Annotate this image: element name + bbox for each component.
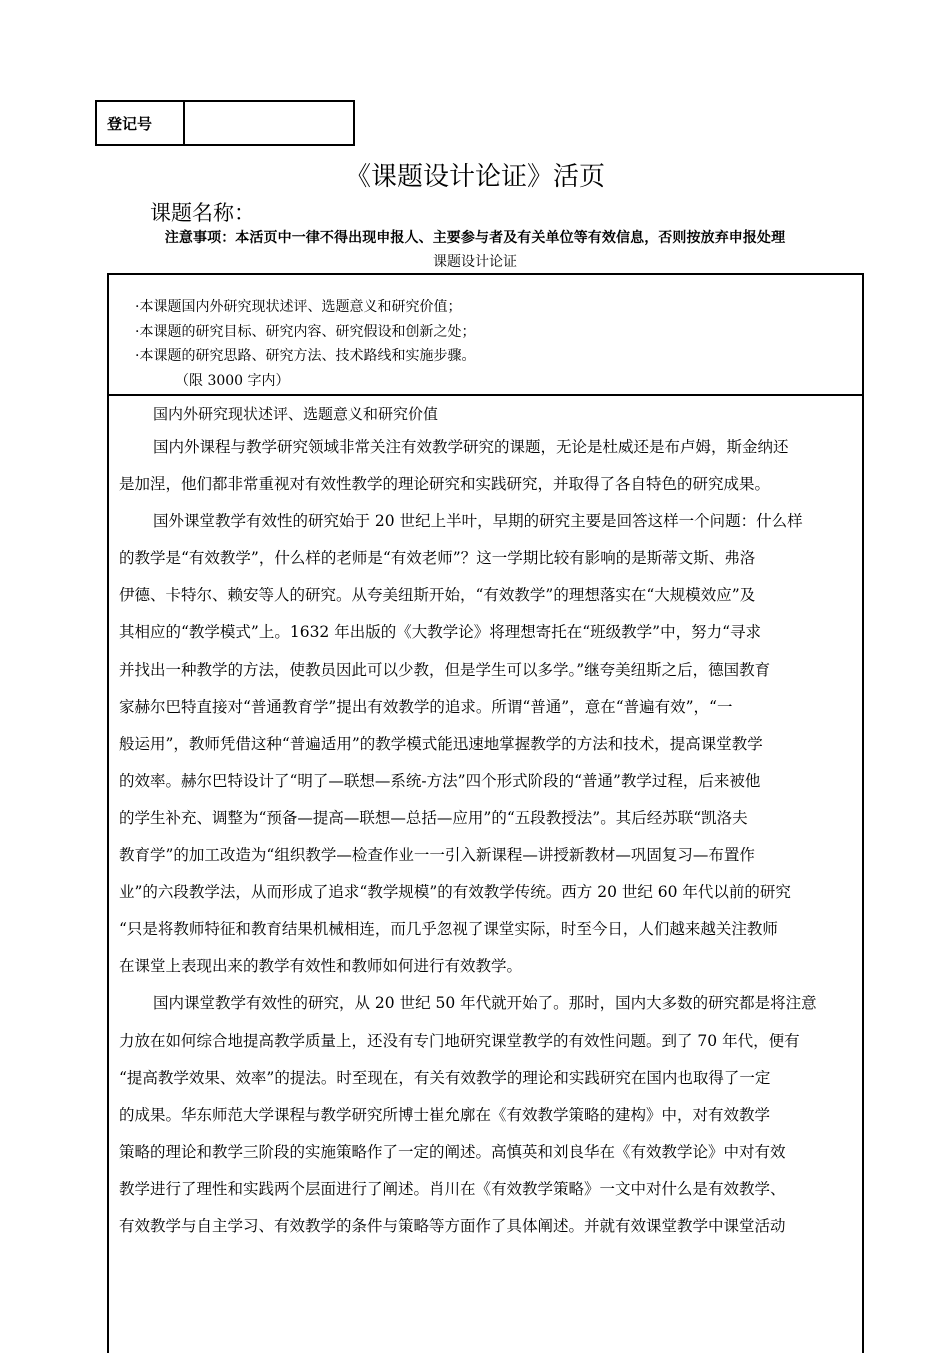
guideline-item: ·本课题的研究目标、研究内容、研究假设和创新之处； [135,323,476,340]
paragraph-line: 其相应的“教学模式”上。1632 年出版的《大教学论》将理想寄托在“班级教学”中，努力“寻求 [119,623,761,642]
page-title: 《课题设计论证》活页 [344,162,605,192]
paragraph-line: 在课堂上表现出来的教学有效性和教师如何进行有效教学。 [119,957,523,976]
paragraph-line: 国内课堂教学有效性的研究，从 20 世纪 50 年代就开始了。那时，国内大多数的研究都是将注意 [153,994,817,1013]
paragraph-line: 的学生补充、调整为“预备—提高—联想—总括—应用”的“五段教授法”。其后经苏联“凯洛夫 [119,808,748,827]
argument-body [119,399,854,1245]
paragraph-1 [119,429,854,503]
paragraph-2 [119,503,854,985]
paragraph-line: 力放在如何综合地提高教学质量上，还没有专门地研究课堂教学的有效性问题。到了 70 年代，便有 [119,1031,800,1050]
section-heading: 国内外研究现状述评、选题意义和研究价值 [153,405,439,423]
paragraph-line: “提高教学效果、效率”的提法。时至现在，有关有效教学的理论和实践研究在国内也取得了一定 [119,1068,771,1087]
paragraph-3 [119,985,854,1245]
paragraph-line: 教育学”的加工改造为“组织教学—检查作业一一引入新课程—讲授新教材—巩固复习—布置作 [119,846,755,865]
guideline-item: ·本课题的研究思路、研究方法、技术路线和实施步骤。 [135,348,476,364]
paragraph-line: 业”的六段教学法，从而形成了追求“教学规模”的有效教学传统。西方 20 世纪 60 年代以前的研究 [119,883,791,902]
paragraph-line: 是加涅，他们都非常重视对有效性教学的理论研究和实践研究，并取得了各自特色的研究成果。 [119,475,771,494]
guidelines-box [109,275,862,396]
paragraph-line: 有效教学与自主学习、有效教学的条件与策略等方面作了具体阐述。并就有效课堂教学中课堂活动 [119,1216,786,1235]
paragraph-line: 国外课堂教学有效性的研究始于 20 世纪上半叶，早期的研究主要是回答这样一个问题：什么样 [153,512,803,531]
guideline-item: ·本课题国内外研究现状述评、选题意义和研究价值； [135,299,462,315]
registration-label: 登记号 [97,102,185,144]
section-subtitle: 课题设计论证 [433,254,517,270]
paragraph-line: 并找出一种教学的方法，使教员因此可以少教，但是学生可以多学。”继夸美纽斯之后，德国教育 [119,660,771,679]
paragraph-line: 国内外课程与教学研究领域非常关注有效教学研究的课题，无论是杜威还是布卢姆，斯金纳还 [153,438,789,456]
topic-label: 课题名称： [150,201,255,225]
argument-frame [107,273,864,1353]
notice-text: 注意事项：本活页中一律不得出现申报人、主要参与者及有关单位等有效信息，否则按放弃申报处理 [164,230,786,246]
paragraph-line: 伊德、卡特尔、赖安等人的研究。从夸美纽斯开始，“有效教学”的理想落实在“大规模效应”及 [119,586,756,605]
paragraph-line: 般运用”，教师凭借这种“普遍适用”的教学模式能迅速地掌握教学的方法和技术，提高课堂教学 [119,734,763,753]
registration-value [185,102,353,144]
paragraph-line: 教学进行了理性和实践两个层面进行了阐述。肖川在《有效教学策略》一文中对什么是有效教学、 [119,1179,786,1198]
paragraph-line: 的成果。华东师范大学课程与教学研究所博士崔允廓在《有效教学策略的建构》中，对有效教学 [119,1105,771,1124]
paragraph-line: “只是将教师特征和教育结果机械相连，而几乎忽视了课堂实际，时至今日，人们越来越关注教师 [119,920,778,939]
registration-box [95,100,355,146]
paragraph-line: 策略的理论和教学三阶段的实施策略作了一定的阐述。高慎英和刘良华在《有效教学论》中对有效 [119,1142,786,1161]
limit-note: （限 3000 字内） [175,372,290,389]
paragraph-line: 的效率。赫尔巴特设计了“明了—联想—系统-方法”四个形式阶段的“普通”教学过程，后来被他 [119,771,761,790]
paragraph-line: 家赫尔巴特直接对“普通教育学”提出有效教学的追求。所谓“普通”，意在“普遍有效”，“一 [119,697,733,716]
paragraph-line: 的教学是“有效教学”，什么样的老师是“有效老师”？这一学期比较有影响的是斯蒂文斯、弗洛 [119,549,756,568]
